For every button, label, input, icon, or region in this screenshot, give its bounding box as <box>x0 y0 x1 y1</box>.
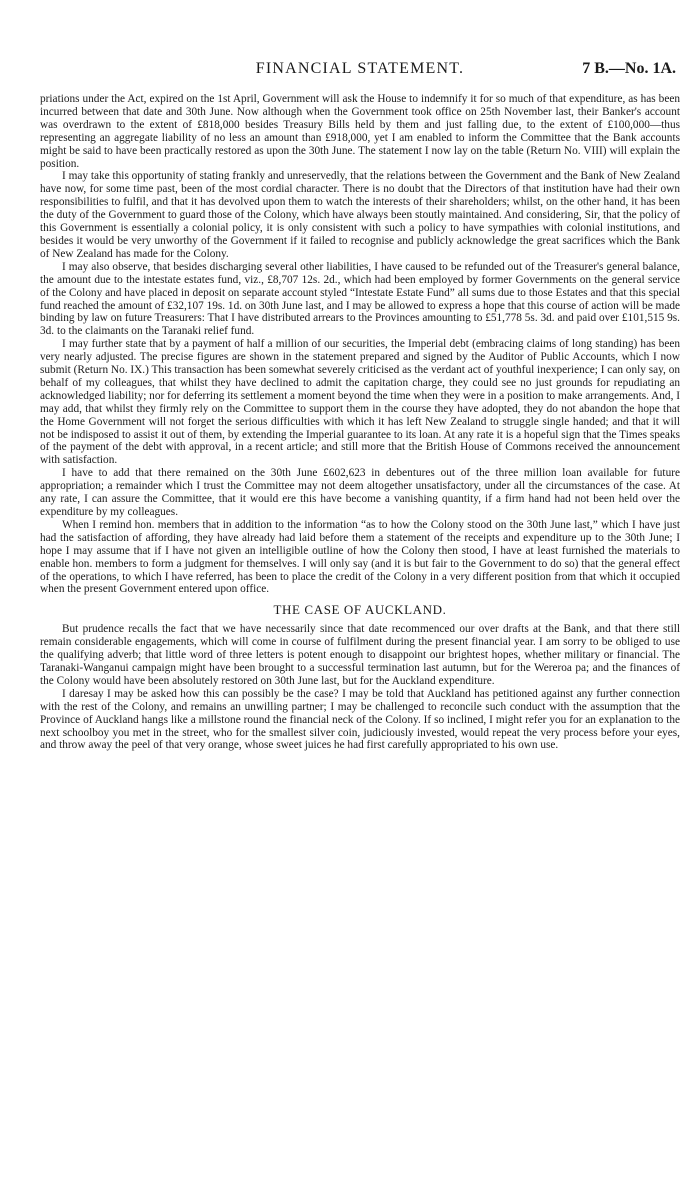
paragraph: When I remind hon. members that in addition to the information “as to how the Colony stood on the 30th June last,” which I have just had the satisfaction of affording, they have already had laid before them a statement of the receipts and expenditure up to the 30th June; I hope I may assume that if I have not given an intelligible outline of how the Colony then stood, I have at least furnished the materials to enable hon. members to form a judgment for themselves. I will only say (and it is but fair to the Government to do so) that the general effect of the operations, to which I have referred, has been to place the credit of the Colony in a very different position from that which it occupied when the present Government entered upon office. <box>40 518 680 596</box>
paragraph: I may further state that by a payment of half a million of our securities, the Imperial debt (embracing claims of long standing) has been very nearly adjusted. The precise figures are shown in the statement prepared and signed by the Auditor of Public Accounts, which I now submit (Return No. IX.) This transaction has been somewhat severely criticised as the verdant act of youthful inexperience; I can only say, on behalf of my colleagues, that whilst they have declined to admit the capitation charge, they could see no just grounds for repudiating an acknowledged liability; nor for deferring its settlement a moment beyond the time when they were in a position to make arrangements. And, I may add, that whilst they firmly rely on the Committee to support them in the course they have adopted, they do not abandon the hope that the Home Government will not forget the serious difficulties with which it has left New Zealand to struggle single handed; and that it will not be indisposed to assist it out of them, by extending the Imperial guarantee to its loan. At any rate it is a hopeful sign that the Times speaks of the payment of the debt with approval, in a recent article; and still more that the British House of Commons received the announcement with satisfaction. <box>40 338 680 467</box>
paragraph: I have to add that there remained on the 30th June £602,623 in debentures out of the three million loan available for future appropriation; a remainder which I trust the Committee may not deem altogether unsatisfactory, under all the circumstances of the case. At any rate, I can assure the Committee, that it would ere this have become a vanishing quantity, if a firm hand had not been held over the expenditure by my colleagues. <box>40 467 680 518</box>
paragraph: I may take this opportunity of stating frankly and unreservedly, that the relations between the Government and the Bank of New Zealand have now, for some time past, been of the most cordial character. There is no doubt that the Directors of that institution have had their own responsibilities to fulfil, and that it has devolved upon them to watch the interests of their shareholders; whilst, on the other hand, it has been the duty of the Government to guard those of the Colony, which have always been stoutly maintained. And considering, Sir, that the policy of this Government is essentially a colonial policy, it is only consistent with such a policy to have sympathies with colonial institutions, and besides it would be very unworthy of the Government if it failed to recognise and publicly acknowledge the great sacrifices which the Bank of New Zealand has made for the Colony. <box>40 170 680 260</box>
page-header <box>40 60 680 84</box>
document-body <box>40 93 680 752</box>
paragraph: priations under the Act, expired on the 1st April, Government will ask the House to indemnify it for so much of that expenditure, as has been incurred between that date and 30th June. Now although when the Government took office on 25th November last, their Banker's account was overdrawn to the extent of £818,000 besides Treasury Bills held by them and just falling due, to the extent of £100,000—thus representing an aggregate liability of no less an amount than £918,000, yet I am enabled to inform the Committee that the Bank accounts might be said to have been practically restored as upon the 30th June. The statement I now lay on the table (Return No. VIII) will explain the position. <box>40 93 680 170</box>
paragraph: I daresay I may be asked how this can possibly be the case? I may be told that Auckland has petitioned against any further connection with the rest of the Colony, and remains an unwilling partner; I may be challenged to reconcile such conduct with the assumption that the Province of Auckland hangs like a millstone round the financial neck of the Colony. If so inclined, I might refer you for an explanation to the next schoolboy you met in the street, who for the smallest silver coin, judiciously invested, would repeat the very process before your eyes, and throw away the peel of that very orange, whose sweet juices he had first carefully appropriated to his own use. <box>40 687 680 752</box>
paragraph: I may also observe, that besides discharging several other liabilities, I have caused to be refunded out of the Treasurer's general balance, the amount due to the intestate estates fund, viz., £8,707 12s. 2d., which had been employed by former Governments on the general service of the Colony and have placed in deposit on separate account styled “Intestate Estate Fund” all sums due to those Estates and that this special fund reached the amount of £32,107 19s. 1d. on 30th June last, and I may be allowed to express a hope that this course of action will be made binding by law on future Treasurers: That I have distributed arrears to the Provinces amounting to £51,778 5s. 3d. and paid over £101,515 9s. 3d. to the claimants on the Taranaki relief fund. <box>40 260 680 338</box>
page-title: FINANCIAL STATEMENT. <box>255 60 465 77</box>
document-reference: 7 B.—No. 1A. <box>582 60 676 77</box>
section-heading: THE CASE OF AUCKLAND. <box>273 602 447 618</box>
paragraph: But prudence recalls the fact that we have necessarily since that date recommenced our over drafts at the Bank, and that there still remain considerable engagements, which will come in course of fulfilment during the present financial year. I am sorry to be obliged to use the qualifying adverb; that little word of three letters is potent enough to disappoint our brightest hopes, whether military or financial. The Taranaki-Wanganui campaign might have been brought to a successful termination last autumn, but for the Wereroa pa; and the finances of the Colony would have been absolutely restored on 30th June last, but for the Auckland expenditure. <box>40 623 680 687</box>
